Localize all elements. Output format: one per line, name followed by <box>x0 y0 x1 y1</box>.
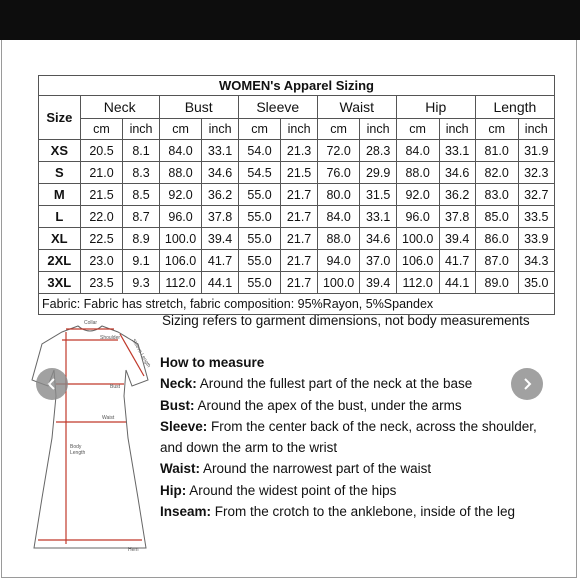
how-to-item <box>160 416 560 459</box>
how-to-term: Sleeve: <box>160 418 208 434</box>
value-cell: 83.0 <box>475 184 518 206</box>
how-to-term: Hip: <box>160 482 187 498</box>
unit-cm: cm <box>159 119 202 140</box>
value-cell: 87.0 <box>475 250 518 272</box>
value-cell: 44.1 <box>439 272 475 294</box>
value-cell: 88.0 <box>159 162 202 184</box>
value-cell: 55.0 <box>238 228 281 250</box>
length-label: Length <box>70 450 86 456</box>
dress-diagram <box>20 318 160 553</box>
value-cell: 88.0 <box>317 228 360 250</box>
value-cell: 21.5 <box>281 162 317 184</box>
value-cell: 54.0 <box>238 140 281 162</box>
size-cell: XL <box>39 228 81 250</box>
value-cell: 21.7 <box>281 206 317 228</box>
value-cell: 34.6 <box>202 162 238 184</box>
value-cell: 8.7 <box>123 206 159 228</box>
collar-label: Collar <box>84 320 98 326</box>
value-cell: 55.0 <box>238 184 281 206</box>
unit-cm: cm <box>475 119 518 140</box>
value-cell: 9.1 <box>123 250 159 272</box>
unit-inch: inch <box>518 119 554 140</box>
value-cell: 33.1 <box>439 140 475 162</box>
how-to-desc: From the crotch to the anklebone, inside of the leg <box>211 504 515 520</box>
sizing-note: Sizing refers to garment dimensions, not body measurements <box>162 313 530 328</box>
value-cell: 100.0 <box>396 228 439 250</box>
how-to-list <box>160 373 560 522</box>
value-cell: 21.7 <box>281 184 317 206</box>
value-cell: 33.1 <box>360 206 396 228</box>
value-cell: 100.0 <box>317 272 360 294</box>
how-to-desc: From the center back of the neck, across the shoulder, and down the arm to the wrist <box>160 418 537 456</box>
header-length: Length <box>475 96 554 119</box>
size-cell: 3XL <box>39 272 81 294</box>
value-cell: 36.2 <box>439 184 475 206</box>
value-cell: 37.8 <box>202 206 238 228</box>
how-to-desc: Around the apex of the bust, under the arms <box>194 397 462 413</box>
value-cell: 33.1 <box>202 140 238 162</box>
unit-cm: cm <box>396 119 439 140</box>
table-row <box>39 250 555 272</box>
value-cell: 106.0 <box>159 250 202 272</box>
chevron-right-icon <box>520 377 534 391</box>
unit-inch: inch <box>360 119 396 140</box>
value-cell: 21.5 <box>80 184 123 206</box>
how-to-item <box>160 501 560 522</box>
value-cell: 22.0 <box>80 206 123 228</box>
waist-label: Waist <box>102 415 115 421</box>
how-to-desc: Around the widest point of the hips <box>186 482 397 498</box>
value-cell: 55.0 <box>238 272 281 294</box>
next-image-button[interactable] <box>511 368 543 400</box>
value-cell: 92.0 <box>159 184 202 206</box>
value-cell: 55.0 <box>238 206 281 228</box>
unit-cm: cm <box>238 119 281 140</box>
how-to-item <box>160 458 560 479</box>
value-cell: 39.4 <box>360 272 396 294</box>
value-cell: 89.0 <box>475 272 518 294</box>
value-cell: 31.9 <box>518 140 554 162</box>
shoulder-label: Shoulder <box>100 335 121 341</box>
value-cell: 94.0 <box>317 250 360 272</box>
value-cell: 33.5 <box>518 206 554 228</box>
value-cell: 37.8 <box>439 206 475 228</box>
value-cell: 54.5 <box>238 162 281 184</box>
value-cell: 8.9 <box>123 228 159 250</box>
table-row <box>39 228 555 250</box>
value-cell: 21.7 <box>281 228 317 250</box>
value-cell: 106.0 <box>396 250 439 272</box>
value-cell: 55.0 <box>238 250 281 272</box>
value-cell: 8.1 <box>123 140 159 162</box>
value-cell: 84.0 <box>317 206 360 228</box>
value-cell: 22.5 <box>80 228 123 250</box>
unit-cm: cm <box>80 119 123 140</box>
how-to-term: Inseam: <box>160 504 212 520</box>
fabric-note: Fabric: Fabric has stretch, fabric composition: 95%Rayon, 5%Spandex <box>39 294 555 315</box>
unit-inch: inch <box>439 119 475 140</box>
value-cell: 39.4 <box>439 228 475 250</box>
value-cell: 92.0 <box>396 184 439 206</box>
body-label: Body <box>70 444 82 450</box>
value-cell: 35.0 <box>518 272 554 294</box>
value-cell: 81.0 <box>475 140 518 162</box>
value-cell: 36.2 <box>202 184 238 206</box>
value-cell: 34.6 <box>360 228 396 250</box>
value-cell: 8.5 <box>123 184 159 206</box>
how-to-item <box>160 395 560 416</box>
value-cell: 33.9 <box>518 228 554 250</box>
size-cell: XS <box>39 140 81 162</box>
prev-image-button[interactable] <box>36 368 68 400</box>
unit-row <box>39 119 555 140</box>
value-cell: 31.5 <box>360 184 396 206</box>
unit-inch: inch <box>202 119 238 140</box>
value-cell: 88.0 <box>396 162 439 184</box>
unit-cm: cm <box>317 119 360 140</box>
how-to-desc: Around the narrowest part of the waist <box>200 461 432 477</box>
value-cell: 85.0 <box>475 206 518 228</box>
value-cell: 32.3 <box>518 162 554 184</box>
how-to-item <box>160 480 560 501</box>
value-cell: 82.0 <box>475 162 518 184</box>
value-cell: 21.7 <box>281 250 317 272</box>
value-cell: 96.0 <box>159 206 202 228</box>
size-cell: S <box>39 162 81 184</box>
how-to-term: Neck: <box>160 376 197 392</box>
value-cell: 34.3 <box>518 250 554 272</box>
size-rows <box>39 140 555 294</box>
value-cell: 29.9 <box>360 162 396 184</box>
size-cell: 2XL <box>39 250 81 272</box>
header-neck: Neck <box>80 96 159 119</box>
dress-outline-icon <box>20 318 160 553</box>
chevron-left-icon <box>45 377 59 391</box>
value-cell: 23.5 <box>80 272 123 294</box>
unit-inch: inch <box>281 119 317 140</box>
table-row <box>39 184 555 206</box>
header-waist: Waist <box>317 96 396 119</box>
value-cell: 86.0 <box>475 228 518 250</box>
header-hip: Hip <box>396 96 475 119</box>
header-sleeve: Sleeve <box>238 96 317 119</box>
table-row <box>39 272 555 294</box>
value-cell: 96.0 <box>396 206 439 228</box>
value-cell: 84.0 <box>159 140 202 162</box>
size-chart-table <box>38 75 555 315</box>
value-cell: 72.0 <box>317 140 360 162</box>
value-cell: 8.3 <box>123 162 159 184</box>
how-to-item <box>160 373 560 394</box>
value-cell: 112.0 <box>159 272 202 294</box>
unit-inch: inch <box>123 119 159 140</box>
bust-label: Bust <box>110 384 121 390</box>
hem-label: Hem <box>128 547 139 553</box>
value-cell: 44.1 <box>202 272 238 294</box>
value-cell: 21.3 <box>281 140 317 162</box>
how-to-term: Waist: <box>160 461 200 477</box>
how-to-term: Bust: <box>160 397 195 413</box>
sleeve-label: Sleeve Length <box>130 338 152 369</box>
value-cell: 100.0 <box>159 228 202 250</box>
value-cell: 23.0 <box>80 250 123 272</box>
table-row <box>39 162 555 184</box>
table-row <box>39 206 555 228</box>
value-cell: 34.6 <box>439 162 475 184</box>
size-header: Size <box>39 96 81 140</box>
size-cell: L <box>39 206 81 228</box>
how-to-measure <box>160 352 560 522</box>
value-cell: 37.0 <box>360 250 396 272</box>
top-bar <box>0 0 580 40</box>
how-to-desc: Around the fullest part of the neck at the base <box>196 376 473 392</box>
value-cell: 20.5 <box>80 140 123 162</box>
table-row <box>39 140 555 162</box>
value-cell: 80.0 <box>317 184 360 206</box>
value-cell: 112.0 <box>396 272 439 294</box>
table-title: WOMEN's Apparel Sizing <box>39 76 555 96</box>
value-cell: 21.0 <box>80 162 123 184</box>
value-cell: 32.7 <box>518 184 554 206</box>
value-cell: 21.7 <box>281 272 317 294</box>
size-cell: M <box>39 184 81 206</box>
how-to-heading: How to measure <box>160 355 265 370</box>
header-bust: Bust <box>159 96 238 119</box>
value-cell: 28.3 <box>360 140 396 162</box>
value-cell: 41.7 <box>202 250 238 272</box>
value-cell: 84.0 <box>396 140 439 162</box>
value-cell: 39.4 <box>202 228 238 250</box>
value-cell: 9.3 <box>123 272 159 294</box>
value-cell: 41.7 <box>439 250 475 272</box>
value-cell: 76.0 <box>317 162 360 184</box>
